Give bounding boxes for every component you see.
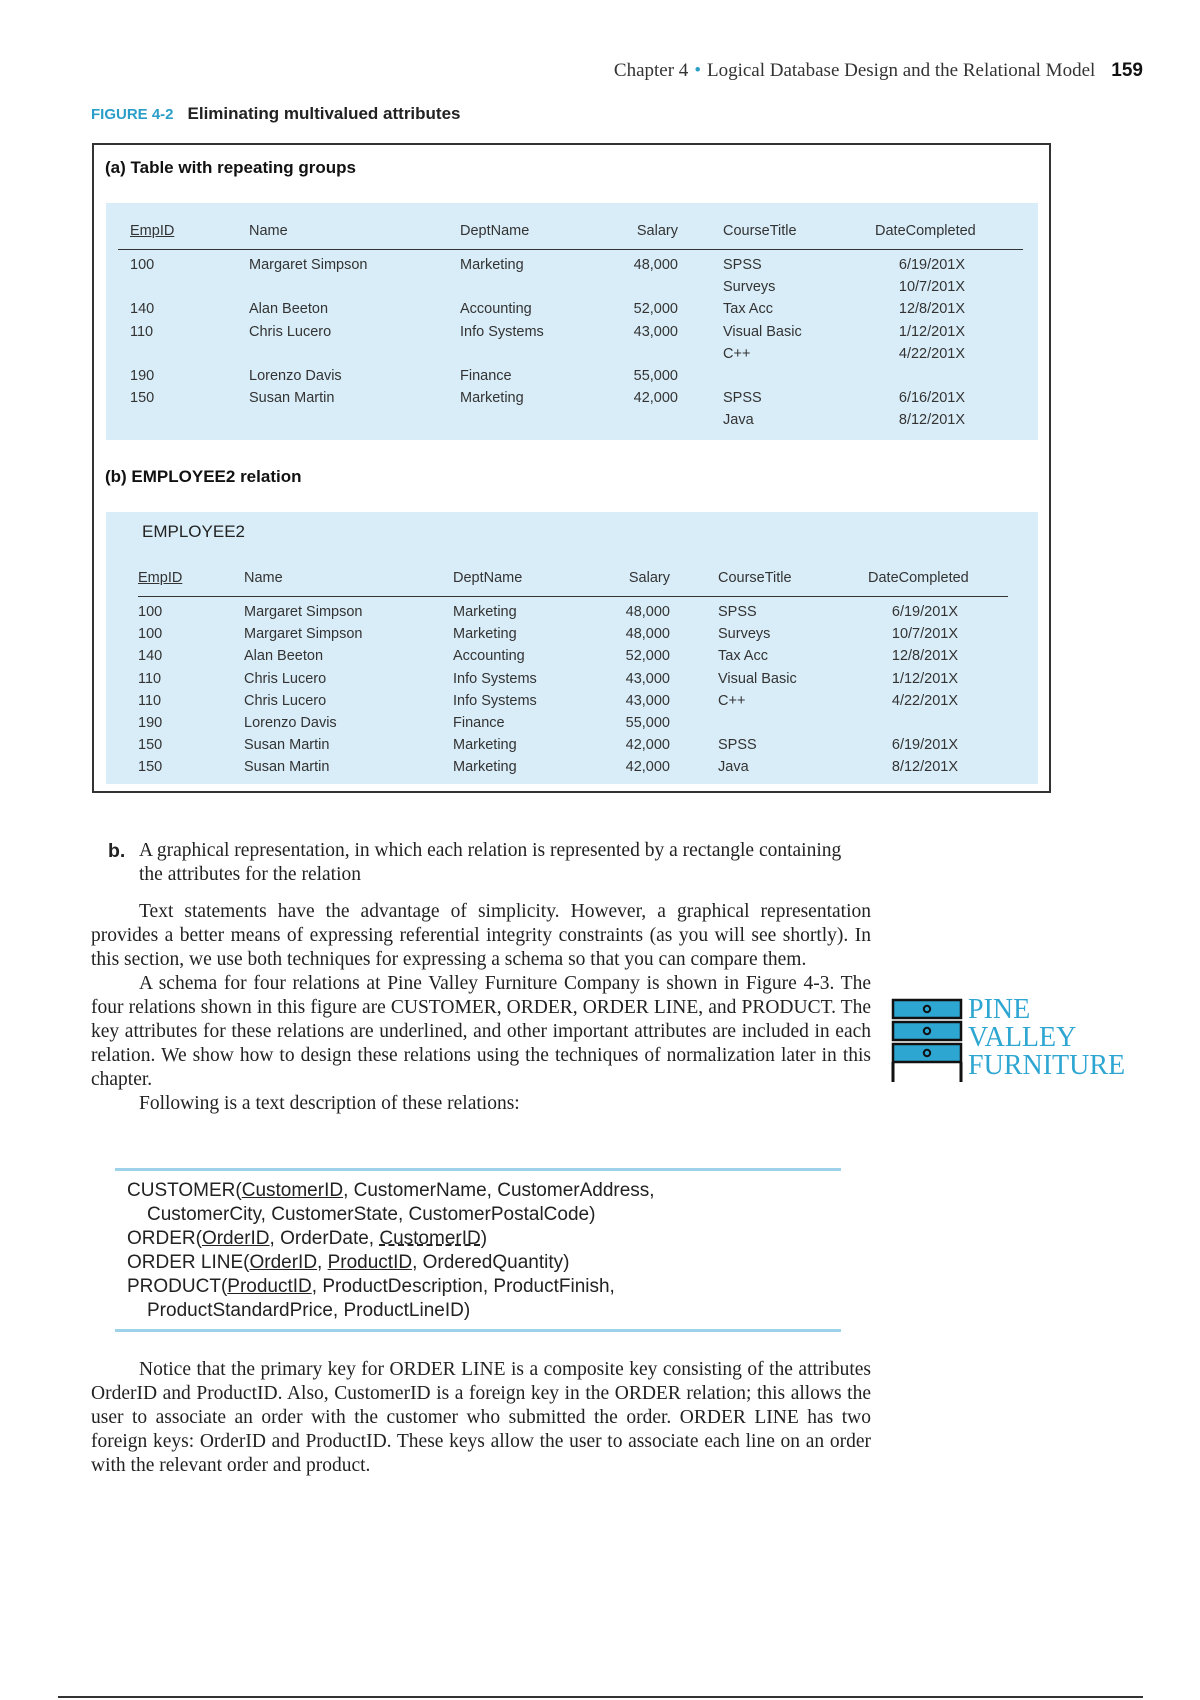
column-header: EmpID <box>138 570 183 586</box>
table-row <box>138 715 1008 737</box>
dresser-icon <box>890 998 965 1086</box>
figure-title: Eliminating multivalued attributes <box>187 104 461 123</box>
schema-product-line-2: ProductStandardPrice, ProductLineID) <box>147 1300 471 1321</box>
table-cell: Surveys <box>718 626 771 643</box>
table-cell: 190 <box>130 368 155 384</box>
table-cell: 1/12/201X <box>898 323 965 340</box>
table-row <box>118 324 1023 346</box>
table-cell: Alan Beeton <box>244 648 324 665</box>
schema-lines <box>115 1171 841 1329</box>
table-cell: Chris Lucero <box>244 670 327 687</box>
repeating-groups-table <box>118 215 1023 430</box>
table-cell: 190 <box>138 715 163 731</box>
schema-text: ORDER( <box>127 1228 202 1249</box>
running-header <box>0 60 1143 82</box>
table-cell: C++ <box>718 692 746 709</box>
primary-key: OrderID <box>249 1252 318 1273</box>
table-cell: Finance <box>460 368 512 384</box>
table-row <box>138 648 1008 670</box>
table-cell: 110 <box>130 323 154 340</box>
table-cell: Accounting <box>460 301 532 318</box>
table-cell: 4/22/201X <box>891 692 958 709</box>
table-cell: 48,000 <box>625 604 670 620</box>
schema-text: , CustomerName, CustomerAddress, <box>343 1180 655 1201</box>
schema-text: , OrderDate, <box>269 1228 380 1249</box>
schema-text: CUSTOMER( <box>127 1180 242 1201</box>
table-cell: Chris Lucero <box>244 692 327 709</box>
table-cell: 150 <box>130 390 155 407</box>
foreign-key: CustomerID <box>379 1228 481 1249</box>
table-cell: Margaret Simpson <box>249 257 368 273</box>
table-cell: 1/12/201X <box>891 670 958 687</box>
table-cell: 140 <box>138 648 163 665</box>
column-header: EmpID <box>130 223 175 239</box>
body-text <box>91 900 871 1116</box>
table-cell: 52,000 <box>633 301 678 318</box>
page-number: 159 <box>1111 60 1143 81</box>
schema-text: ORDER LINE( <box>127 1252 250 1273</box>
paragraph: Text statements have the advantage of simplicity. However, a graphical representation provides a better means of expressing referential integrity constraints (as you will see shortly). In this section, we use both techniques for expressing a schema so that you can compare them. <box>91 901 871 970</box>
bullet-dot-icon: • <box>694 60 701 81</box>
schema-product-line <box>127 1275 829 1299</box>
table-cell: 100 <box>138 604 163 620</box>
table-row <box>138 737 1008 759</box>
table-cell: SPSS <box>723 390 762 407</box>
table-cell: 12/8/201X <box>891 648 958 665</box>
table-cell: 6/19/201X <box>891 604 958 620</box>
table-row <box>118 390 1023 412</box>
schema-text: , OrderedQuantity) <box>412 1252 570 1273</box>
table-cell: 43,000 <box>625 670 670 687</box>
schema-orderline-line <box>127 1251 829 1275</box>
table-cell: SPSS <box>718 604 757 620</box>
paragraph: Following is a text description of these relations: <box>139 1093 520 1114</box>
part-b-label: (b) EMPLOYEE2 relation <box>105 467 302 486</box>
table-row <box>138 604 1008 626</box>
schema-text: ) <box>480 1228 488 1249</box>
column-header: DeptName <box>460 223 530 239</box>
table-cell: 4/22/201X <box>898 345 965 362</box>
table-cell: Alan Beeton <box>249 301 329 318</box>
column-header: Name <box>244 570 283 586</box>
schema-customer-line-2: CustomerCity, CustomerState, CustomerPostalCode) <box>147 1204 596 1225</box>
table-cell: Info Systems <box>453 670 537 687</box>
schema-box <box>115 1168 841 1332</box>
table-cell: 8/12/201X <box>898 412 965 429</box>
table-cell: 48,000 <box>633 257 678 273</box>
table-cell: 42,000 <box>625 759 670 776</box>
table-row <box>118 368 1023 390</box>
chapter-title: Logical Database Design and the Relational Model <box>706 60 1096 81</box>
table-cell: Marketing <box>453 626 517 643</box>
table-cell: 42,000 <box>625 737 670 754</box>
table-row <box>118 279 1023 301</box>
table-row <box>138 759 1008 781</box>
employee2-table <box>138 562 1008 777</box>
column-header: DateCompleted <box>868 570 969 586</box>
list-item-text: A graphical representation, in which each relation is represented by a rectangle containing the attributes for the relation <box>139 840 842 885</box>
table-cell: Finance <box>453 715 505 731</box>
closing-text <box>91 1358 871 1478</box>
table-cell: Info Systems <box>460 323 544 340</box>
table-row <box>138 626 1008 648</box>
table-cell: Visual Basic <box>718 670 797 687</box>
table-cell: Accounting <box>453 648 525 665</box>
figure-caption <box>91 104 461 124</box>
table-cell: 55,000 <box>625 715 670 731</box>
schema-text: , ProductDescription, ProductFinish, <box>311 1276 615 1297</box>
paragraph: Notice that the primary key for ORDER LINE is a composite key consisting of the attributes OrderID and ProductID. Also, CustomerID is a foreign key in the ORDER relation; this allows the user to associate an order with the customer who submitted the order. ORDER LINE has two foreign keys: OrderID and ProductID. These keys allow the user to associate each line on an order with the relevant order and product. <box>91 1359 871 1476</box>
primary-key: OrderID <box>201 1228 270 1249</box>
paragraph: A schema for four relations at Pine Valley Furniture Company is shown in Figure 4-3. The four relations shown in this figure are CUSTOMER, ORDER, ORDER LINE, and PRODUCT. The key attributes for these relations are underlined, and other important attributes are included in each relation. We show how to design these relations using the techniques of normalization later in this chapter. <box>91 973 871 1090</box>
table-row <box>138 671 1008 693</box>
list-item-b <box>108 839 868 887</box>
list-bullet: b. <box>108 840 126 862</box>
table-cell: 6/19/201X <box>898 257 965 273</box>
table-cell: Susan Martin <box>244 759 330 776</box>
column-header: DateCompleted <box>875 223 976 239</box>
figure-number: FIGURE 4-2 <box>91 106 174 123</box>
table-cell: Marketing <box>453 737 517 754</box>
table-cell: 43,000 <box>625 692 670 709</box>
table-cell: 150 <box>138 759 163 776</box>
logo-line: VALLEY <box>968 1022 1077 1053</box>
table-cell: 8/12/201X <box>891 759 958 776</box>
table-cell: Marketing <box>453 759 517 776</box>
table-row <box>118 346 1023 368</box>
table-row <box>118 301 1023 323</box>
table-cell: Marketing <box>453 604 517 620</box>
table-cell: 100 <box>130 257 155 273</box>
column-header: CourseTitle <box>718 570 792 586</box>
table-cell: Susan Martin <box>244 737 330 754</box>
table-cell: Susan Martin <box>249 390 335 407</box>
table-cell: C++ <box>723 345 751 362</box>
figure-frame <box>92 143 1051 793</box>
table-cell: 12/8/201X <box>898 301 965 318</box>
logo-line: PINE <box>968 994 1031 1025</box>
table-cell: 6/16/201X <box>898 390 965 407</box>
table-cell: 55,000 <box>633 368 678 384</box>
column-header: DeptName <box>453 570 523 586</box>
table-cell: 110 <box>138 670 162 687</box>
primary-key: ProductID <box>327 1252 413 1273</box>
table-cell: 100 <box>138 626 163 643</box>
table-cell: 110 <box>138 692 162 709</box>
table-cell: Visual Basic <box>723 323 802 340</box>
primary-key: ProductID <box>227 1276 312 1297</box>
table-cell: Java <box>718 759 749 776</box>
part-a-panel <box>106 203 1038 440</box>
column-header: Name <box>249 223 288 239</box>
table-cell: Tax Acc <box>723 301 773 318</box>
table-row <box>138 693 1008 715</box>
schema-order-line <box>127 1227 829 1251</box>
schema-text: , <box>317 1252 328 1273</box>
table-cell: 48,000 <box>625 626 670 643</box>
primary-key: CustomerID <box>241 1180 344 1201</box>
table-row <box>118 257 1023 279</box>
table-cell: Chris Lucero <box>249 323 332 340</box>
table-cell: 150 <box>138 737 163 754</box>
column-header: CourseTitle <box>723 223 797 239</box>
schema-text: PRODUCT( <box>127 1276 228 1297</box>
table-cell: Tax Acc <box>718 648 768 665</box>
relation-name: EMPLOYEE2 <box>142 522 245 541</box>
table-cell: Java <box>723 412 754 429</box>
table-cell: 42,000 <box>633 390 678 407</box>
table-cell: Margaret Simpson <box>244 626 363 643</box>
column-header: Salary <box>636 223 678 239</box>
table-cell: 6/19/201X <box>891 737 958 754</box>
table-cell: SPSS <box>723 257 762 273</box>
table-cell: 140 <box>130 301 155 318</box>
logo-text <box>968 996 1125 1080</box>
logo-line: FURNITURE <box>968 1050 1126 1081</box>
part-a-label: (a) Table with repeating groups <box>105 158 356 177</box>
table-cell: 10/7/201X <box>898 279 965 296</box>
page-bottom-rule <box>58 1696 1143 1698</box>
column-header: Salary <box>628 570 670 586</box>
table-cell: Info Systems <box>453 692 537 709</box>
table-cell: Marketing <box>460 257 524 273</box>
table-cell: SPSS <box>718 737 757 754</box>
schema-bottom-rule <box>115 1329 841 1332</box>
schema-customer-line <box>127 1179 829 1203</box>
table-cell: Marketing <box>460 390 524 407</box>
part-b-panel <box>106 512 1038 784</box>
table-cell: Surveys <box>723 279 776 296</box>
table-row <box>118 412 1023 434</box>
table-cell: 10/7/201X <box>891 626 958 643</box>
table-cell: Lorenzo Davis <box>244 715 337 731</box>
table-cell: Margaret Simpson <box>244 604 363 620</box>
pine-valley-logo <box>890 996 1150 1086</box>
table-cell: Lorenzo Davis <box>249 368 342 384</box>
table-cell: 43,000 <box>633 323 678 340</box>
chapter-label: Chapter 4 <box>613 60 689 81</box>
table-cell: 52,000 <box>625 648 670 665</box>
